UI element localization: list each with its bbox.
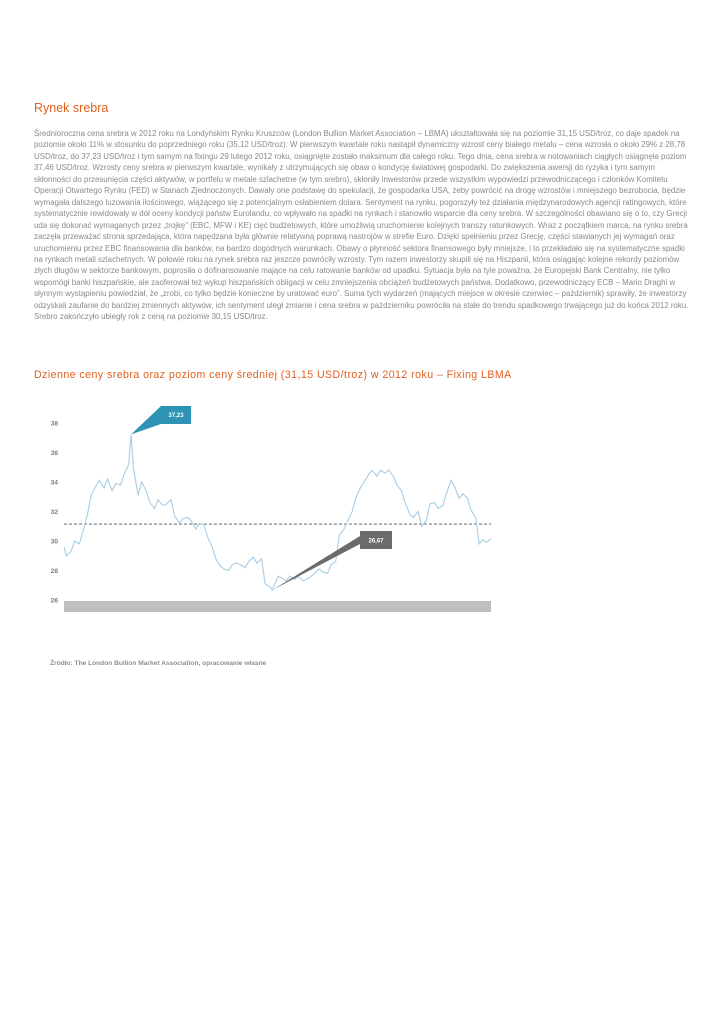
chart-source: Źródło: The London Bullion Market Association, opracowanie własne: [50, 660, 267, 667]
x-tick-label: 2012-10-14: [393, 615, 413, 643]
x-tick-label: 2012-11-13: [428, 615, 447, 643]
y-tick-label: 32: [50, 508, 58, 516]
y-tick-label: 38: [50, 420, 58, 428]
x-tick-label: 2012-03-03: [136, 615, 156, 643]
x-tick-label: 2012-10-29: [410, 615, 430, 643]
x-tick-label: 2012-02-02: [102, 615, 122, 643]
x-tick-label: 2012-06-01: [239, 615, 259, 643]
y-tick-label: 28: [50, 567, 58, 575]
x-tick-label: 2012-07-31: [308, 615, 327, 643]
min-callout-label: 26,67: [368, 538, 384, 545]
x-tick-label: 2012-08-30: [342, 615, 361, 643]
x-tick-label: 2012-12-28: [479, 615, 498, 643]
x-tick-label: 2012-02-17: [119, 615, 139, 643]
x-axis-ticks: [68, 614, 498, 642]
min-callout-shape: [272, 536, 360, 590]
x-tick-label: 2012-12-13: [462, 615, 481, 643]
x-tick-label: 2012-01-18: [85, 615, 105, 643]
x-tick-label: 2012-09-14: [359, 615, 379, 643]
y-tick-label: 30: [50, 538, 58, 546]
x-tick-label: 2012-05-17: [222, 615, 242, 643]
y-tick-label: 26: [50, 597, 58, 605]
max-callout-label: 37,23: [168, 413, 184, 419]
x-tick-label: 2012-04-02: [171, 615, 190, 643]
y-tick-label: 34: [50, 479, 58, 487]
x-tick-label: 2012-07-16: [291, 615, 310, 643]
x-tick-label: 2012-06-16: [256, 615, 276, 643]
chart-callouts: [131, 406, 392, 590]
x-tick-label: 2012-07-01: [273, 615, 293, 643]
x-tick-label: 2012-05-02: [205, 615, 224, 643]
chart-title: Dzienne ceny srebra oraz poziom ceny średniej (31,15 USD/troz) w 2012 roku – Fixing LBMA: [34, 369, 512, 381]
series-line: [64, 434, 491, 590]
x-tick-label: 2012-11-28: [445, 615, 464, 643]
x-tick-label: 2012-03-18: [154, 615, 173, 643]
x-axis-band: [64, 601, 491, 612]
y-axis-ticks: [51, 420, 59, 604]
silver-price-chart: [30, 398, 500, 650]
x-tick-label: 2012-04-17: [188, 615, 207, 643]
y-tick-label: 36: [50, 449, 58, 457]
x-tick-label: 2012-09-29: [376, 615, 396, 643]
x-tick-label: 2012-01-03: [68, 615, 87, 643]
section-title: Rynek srebra: [34, 101, 109, 115]
section-paragraph: Średnioroczna cena srebra w 2012 roku na Londyńskim Rynku Kruszców (London Bullion Market Association – LBMA) ukształtowała się na poziomie 31,15 USD/troz, co daje spadek na poziomie około 11% w stosunku do poprzedniego roku (35,12 USD/troz). W pierwszym kwartale roku nastąpił dynamiczny wzrost ceny białego metalu – cena wzrosła o około 29% z 28,78 USD/troz, do 37,23 USD/troz i tym samym na fixingu 29 lutego 2012 roku, osiągnięte zostało maksimum dla całego roku. Tego dnia, cena srebra w notowaniach ciągłych osiągnęła poziom 37,46 USD/troz. Wzrosty ceny srebra w pierwszym kwartale, wynikały z utrzymujących się obaw o kondycję światowej gospodarki. Do zwiększenia awersji do ryzyka i tym samym skłonności do przesunięcia części aktywów, w portfelu w metale szlachetne (w tym srebro), skłoniły inwestorów przede wszystkim wypowiedzi przewodniczącego i członków Komitetu Operacji Otwartego Rynku (FED) w Stanach Zjednoczonych. Dawały one podstawę do spekulacji, że gospodarka USA, żeby powrócić na drogę wzrostów i mniejszego bezrobocia, będzie wymagała dalszego luzowania ilościowego, wiążącego się z potencjalnym osłabieniem dolara. Sentyment na rynku, pogorszyły też działania międzynarodowych agencji ratingowych, które systematycznie rewidowały w dół oceny kondycji państw Eurolandu, co wpływało na spadki na rynkach i stanowiło wsparcie dla ceny srebra. W szczególności obawiano się o to, czy Grecji uda się dokonać wymaganych przez „trojkę” (EBC, MFW i KE) cięć budżetowych, które umożliwią uruchomienie kolejnych transzy ratunkowych. Wraz z początkiem marca, na rynku srebra zaczęła przeważać strona sprzedająca, która napędzana była głównie relatywną poprawą nastrojów w strefie Euro. Dzięki spełnieniu przez Grecję, części stawianych jej wymagań oraz uruchomieniu przez EBC finansowania dla banków, na bardzo dogodnych warunkach. Obawy o płynność sektora finansowego były mniejsze, i to przekładało się na systematyczne spadki na rynkach metali szlachetnych. W połowie roku na rynek srebra raz jeszcze powróciły wzrosty. Tym razem inwestorzy skupili się na Hiszpanii, która osiągając kolejne rekordy poziomów złych długów w sektorze bankowym, poprosiła o dofinansowanie mające na celu ratowanie banków od upadku. Sytuacja była na tyle poważna, że Europejski Bank Centralny, nie tylko wspomógł banki hiszpańskie, ale zaoferował też wykup hiszpańskich obligacji w celu zmniejszenia obciążeń budżetowych państwa. Dodatkowo, przewodniczący ECB – Mario Draghi w słynnym wystąpieniu powiedział, że „zrobi, co tylko będzie konieczne by uratować euro”. Suma tych wydarzeń (mających miejsce w okresie czerwiec – październik) sprawiły, że inwestorzy odzyskali zaufanie do bardziej zmiennych aktywów, ich sentyment uległ zmianie i cena srebra w październiku powróciła na stałe do trendu spadkowego trwającego już do końca 2012 roku. Srebro zakończyło ubiegły rok z ceną na poziomie 30,15 USD/troz.: [34, 129, 689, 322]
x-tick-label: 2012-08-15: [325, 615, 344, 643]
